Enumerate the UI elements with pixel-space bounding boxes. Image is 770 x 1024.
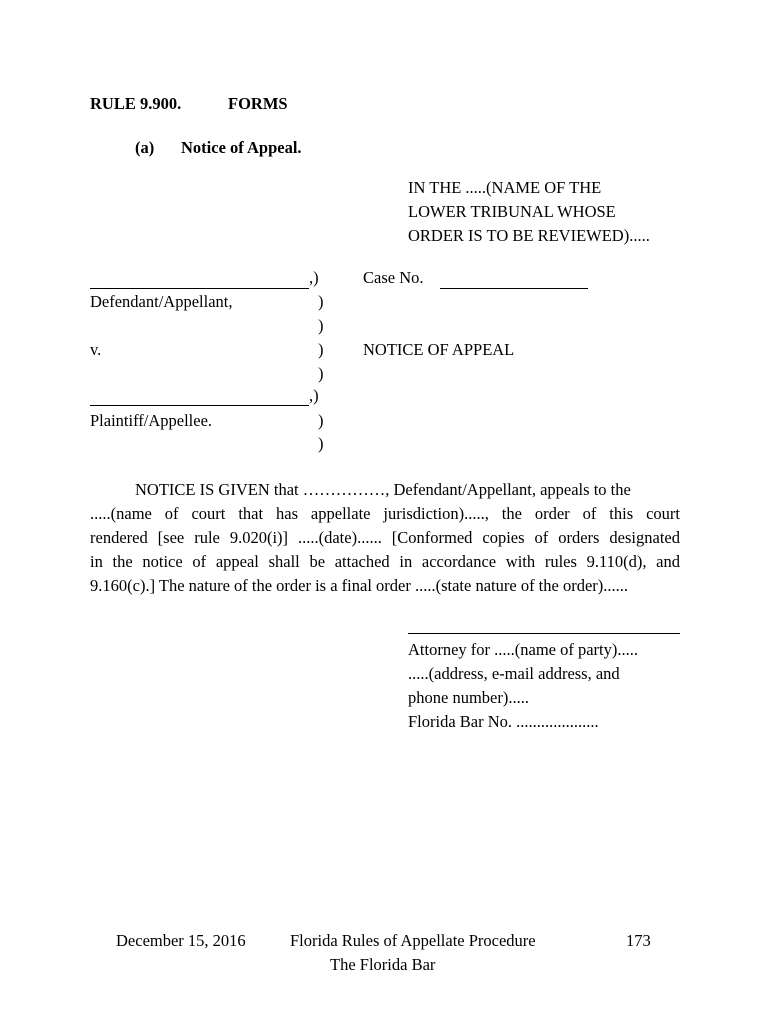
caption-paren: ) — [318, 340, 324, 359]
caption-paren: ) — [318, 364, 324, 383]
subsection-letter: (a) — [135, 138, 155, 157]
signature-text: .....(address, e-mail address, and — [408, 664, 620, 683]
signature-text: Attorney for .....(name of party)..... — [408, 640, 639, 659]
caption-paren: ) — [318, 316, 324, 335]
notice-title: NOTICE OF APPEAL — [363, 340, 515, 359]
caption-paren: ) — [318, 411, 324, 430]
case-number-line — [440, 288, 588, 289]
defendant-label: Defendant/Appellant, — [90, 292, 233, 311]
signature-text: Florida Bar No. .................... — [408, 712, 599, 731]
caption-paren: ) — [318, 292, 324, 311]
versus-label: v. — [90, 340, 102, 359]
rule-number: RULE 9.900. — [90, 94, 182, 113]
paragraph-line: .....(name of court that has appellate jurisdiction)....., the order of this court — [90, 504, 680, 523]
paragraph-line: 9.160(c).] The nature of the order is a final order .....(state nature of the order)...... — [90, 576, 629, 595]
footer-publication: Florida Rules of Appellate Procedure — [290, 931, 536, 950]
rule-title: FORMS — [228, 94, 288, 113]
footer-page-number: 173 — [626, 931, 651, 950]
notice-paragraph — [90, 478, 680, 598]
paragraph-line: rendered [see rule 9.020(i)] .....(date)...... [Conformed copies of orders designated — [90, 528, 680, 547]
court-line: LOWER TRIBUNAL WHOSE — [408, 202, 616, 221]
court-line: ORDER IS TO BE REVIEWED)..... — [408, 226, 650, 245]
footer-date: December 15, 2016 — [116, 931, 246, 950]
caption-paren: ) — [318, 434, 324, 453]
signature-line — [408, 633, 680, 634]
plaintiff-label: Plaintiff/Appellee. — [90, 411, 213, 430]
paragraph-line: in the notice of appeal shall be attached in accordance with rules 9.110(d), and — [90, 552, 680, 571]
court-line: IN THE .....(NAME OF THE — [408, 178, 602, 197]
footer-organization: The Florida Bar — [330, 955, 436, 974]
caption-paren: ,) — [309, 386, 319, 405]
caption-paren: ,) — [309, 268, 319, 287]
signature-text: phone number)..... — [408, 688, 529, 707]
appellee-name-line — [90, 405, 309, 406]
case-number-label: Case No. — [363, 268, 424, 287]
paragraph-line: NOTICE IS GIVEN that ……………, Defendant/Appellant, appeals to the — [135, 480, 631, 499]
appellant-name-line — [90, 288, 309, 289]
subsection-title: Notice of Appeal. — [181, 138, 302, 157]
